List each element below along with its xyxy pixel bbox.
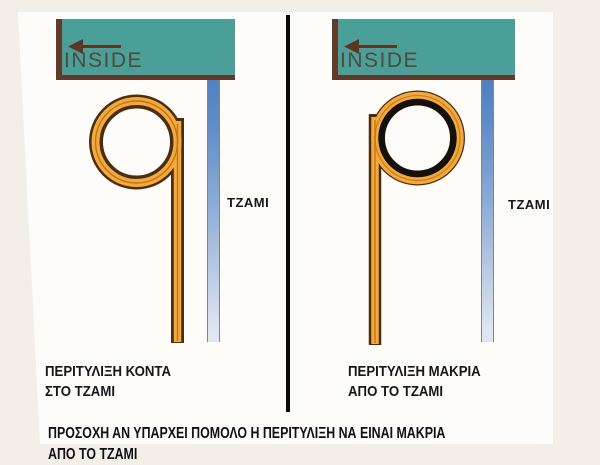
warning-line2: ΑΠΟ ΤΟ ΤΖΑΜΙ (48, 446, 138, 463)
inside-label-right: INSIDE (340, 49, 420, 72)
glass-pane-right (481, 74, 494, 342)
caption-left-line1: ΠΕΡΙΤΥΛΙΞΗ ΚΟΝΤΑ (45, 363, 171, 380)
caption-right (348, 362, 499, 402)
inside-label-left: INSIDE (64, 49, 144, 72)
caption-right-line1: ΠΕΡΙΤΥΛΙΞΗ ΜΑΚΡΙΑ (348, 363, 481, 380)
inside-box-left (56, 19, 235, 80)
glass-pane-left (207, 74, 220, 342)
warning-text (48, 423, 545, 465)
caption-left-line2: ΣΤΟ ΤΖΑΜΙ (45, 383, 116, 400)
inside-box-right (332, 19, 515, 80)
caption-right-line2: ΑΠΟ ΤΟ ΤΖΑΜΙ (348, 383, 444, 400)
panel-divider-line (286, 15, 290, 412)
glass-label-right: ΤΖΑΜΙ (508, 197, 551, 212)
caption-left (45, 362, 188, 402)
glass-label-left: ΤΖΑΜΙ (227, 195, 270, 210)
warning-line1: ΠΡΟΣΟΧΗ ΑΝ ΥΠΑΡΧΕΙ ΠΟΜΟΛΟ Η ΠΕΡΙΤΥΛΙΞΗ ΝΑ ΕΙΝΑΙ ΜΑΚΡΙΑ (48, 425, 446, 442)
